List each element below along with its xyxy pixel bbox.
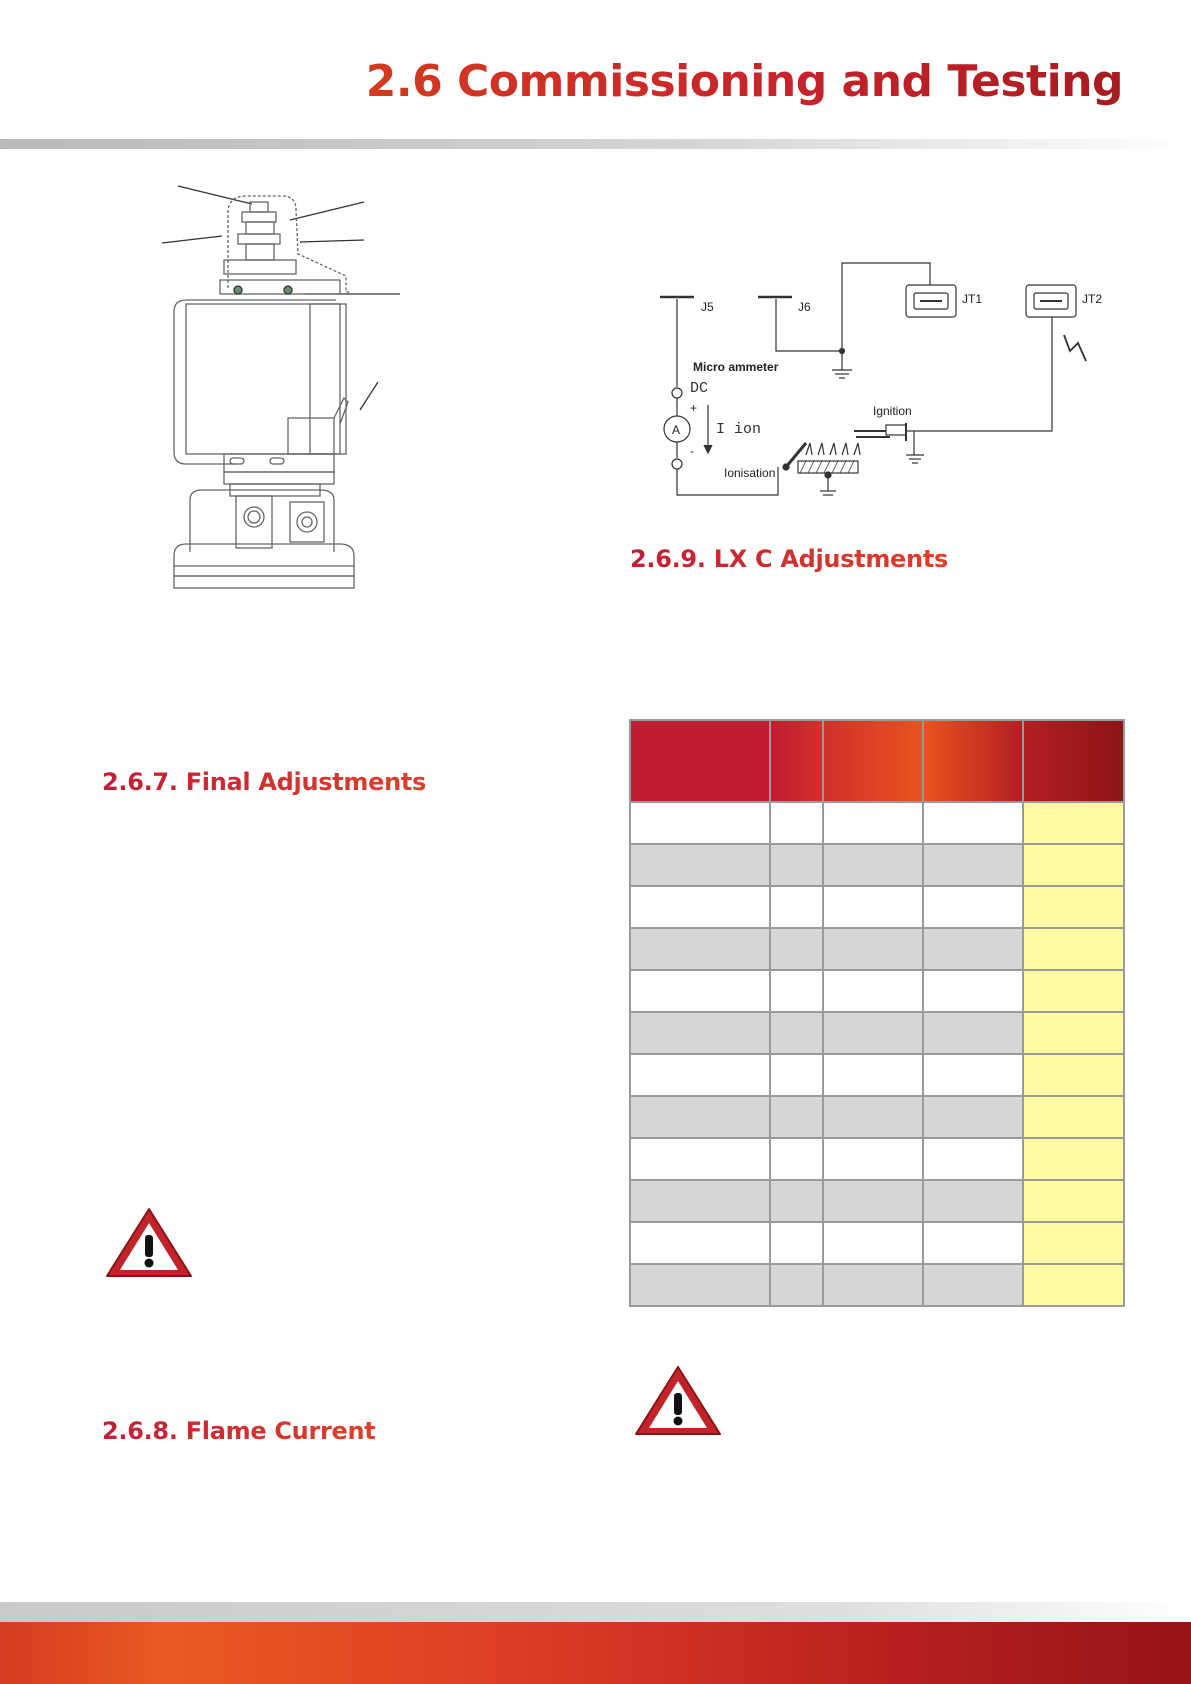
- table-row: [630, 844, 1124, 886]
- table-cell: [630, 1054, 770, 1096]
- ion-current-label: I ion: [716, 421, 762, 438]
- warning-icon: [104, 1206, 194, 1280]
- table-header-cell: [1023, 720, 1124, 802]
- table-row: [630, 802, 1124, 844]
- svg-text:A: A: [672, 423, 681, 437]
- table-cell: [923, 1012, 1023, 1054]
- table-cell: [770, 1264, 823, 1306]
- table-cell: [630, 844, 770, 886]
- table-cell-highlight: [1023, 844, 1124, 886]
- table-header-cell: [770, 720, 823, 802]
- table-cell: [823, 970, 923, 1012]
- table-cell: [770, 1180, 823, 1222]
- table-cell: [823, 1096, 923, 1138]
- table-cell: [823, 1264, 923, 1306]
- table-cell-highlight: [1023, 1264, 1124, 1306]
- table-cell: [823, 1180, 923, 1222]
- table-header-cell: [823, 720, 923, 802]
- table-row: [630, 970, 1124, 1012]
- ignition-label: Ignition: [873, 404, 912, 418]
- table-cell: [923, 1222, 1023, 1264]
- valve-diagram: [150, 180, 410, 590]
- table-cell: [770, 886, 823, 928]
- table-row: [630, 1222, 1124, 1264]
- table-cell: [770, 970, 823, 1012]
- page-title: 2.6 Commissioning and Testing: [365, 56, 1123, 107]
- warning-icon: [633, 1364, 723, 1438]
- micro-ammeter-label: Micro ammeter: [693, 360, 779, 374]
- table-cell-highlight: [1023, 1138, 1124, 1180]
- section-heading-flame-current: 2.6.8. Flame Current: [102, 1417, 376, 1445]
- table-header-cell: [630, 720, 770, 802]
- section-heading-lxc-adjustments: 2.6.9. LX C Adjustments: [630, 545, 948, 573]
- table-cell: [923, 928, 1023, 970]
- svg-text:+: +: [690, 401, 698, 415]
- j5-label: J5: [701, 300, 714, 314]
- table-cell: [630, 1096, 770, 1138]
- table-cell: [630, 1222, 770, 1264]
- table-cell: [823, 1138, 923, 1180]
- table-cell: [630, 886, 770, 928]
- table-cell-highlight: [1023, 886, 1124, 928]
- jt2-label: JT2: [1082, 292, 1103, 306]
- table-header-row: [630, 720, 1124, 802]
- table-cell-highlight: [1023, 802, 1124, 844]
- table-cell: [923, 970, 1023, 1012]
- table-row: [630, 1180, 1124, 1222]
- ionisation-label: Ionisation: [724, 466, 776, 480]
- table-cell: [923, 1264, 1023, 1306]
- table-header-cell: [923, 720, 1023, 802]
- table-cell: [630, 802, 770, 844]
- table-cell-highlight: [1023, 970, 1124, 1012]
- table-row: [630, 1054, 1124, 1096]
- table-cell-highlight: [1023, 1012, 1124, 1054]
- footer-band: [0, 1622, 1191, 1684]
- spark-icon: [1064, 335, 1086, 361]
- table-row: [630, 1012, 1124, 1054]
- table-cell: [630, 1264, 770, 1306]
- table-row: [630, 886, 1124, 928]
- table-cell: [823, 1012, 923, 1054]
- j6-label: J6: [798, 300, 811, 314]
- table-row: [630, 1138, 1124, 1180]
- flame-current-wiring-diagram: [650, 255, 1103, 505]
- table-cell: [923, 1054, 1023, 1096]
- table-cell: [923, 802, 1023, 844]
- table-cell: [923, 1096, 1023, 1138]
- table-row: [630, 928, 1124, 970]
- footer-divider: [0, 1602, 1191, 1622]
- table-row: [630, 1096, 1124, 1138]
- table-cell: [823, 844, 923, 886]
- table-cell: [823, 802, 923, 844]
- table-cell: [923, 1180, 1023, 1222]
- table-cell: [770, 928, 823, 970]
- header-divider: [0, 139, 1191, 149]
- table-cell: [823, 1222, 923, 1264]
- table-cell: [770, 1054, 823, 1096]
- table-cell-highlight: [1023, 928, 1124, 970]
- section-heading-final-adjustments: 2.6.7. Final Adjustments: [102, 768, 427, 796]
- table-cell-highlight: [1023, 1096, 1124, 1138]
- table-cell: [630, 928, 770, 970]
- table-cell: [630, 970, 770, 1012]
- lxc-adjustments-table: [629, 719, 1125, 1307]
- table-cell: [630, 1012, 770, 1054]
- table-cell-highlight: [1023, 1054, 1124, 1096]
- table-cell-highlight: [1023, 1222, 1124, 1264]
- table-cell: [770, 1222, 823, 1264]
- table-cell: [923, 886, 1023, 928]
- table-cell-highlight: [1023, 1180, 1124, 1222]
- table-cell: [770, 844, 823, 886]
- table-cell: [630, 1180, 770, 1222]
- table-cell: [823, 886, 923, 928]
- table-cell: [923, 844, 1023, 886]
- svg-text:-: -: [690, 444, 694, 458]
- table-row: [630, 1264, 1124, 1306]
- table-cell: [770, 1096, 823, 1138]
- table-cell: [823, 928, 923, 970]
- table-cell: [923, 1138, 1023, 1180]
- table-cell: [770, 1012, 823, 1054]
- dc-label: DC: [690, 380, 709, 397]
- table-cell: [770, 802, 823, 844]
- table-cell: [770, 1138, 823, 1180]
- table-cell: [630, 1138, 770, 1180]
- table-cell: [823, 1054, 923, 1096]
- jt1-label: JT1: [962, 292, 983, 306]
